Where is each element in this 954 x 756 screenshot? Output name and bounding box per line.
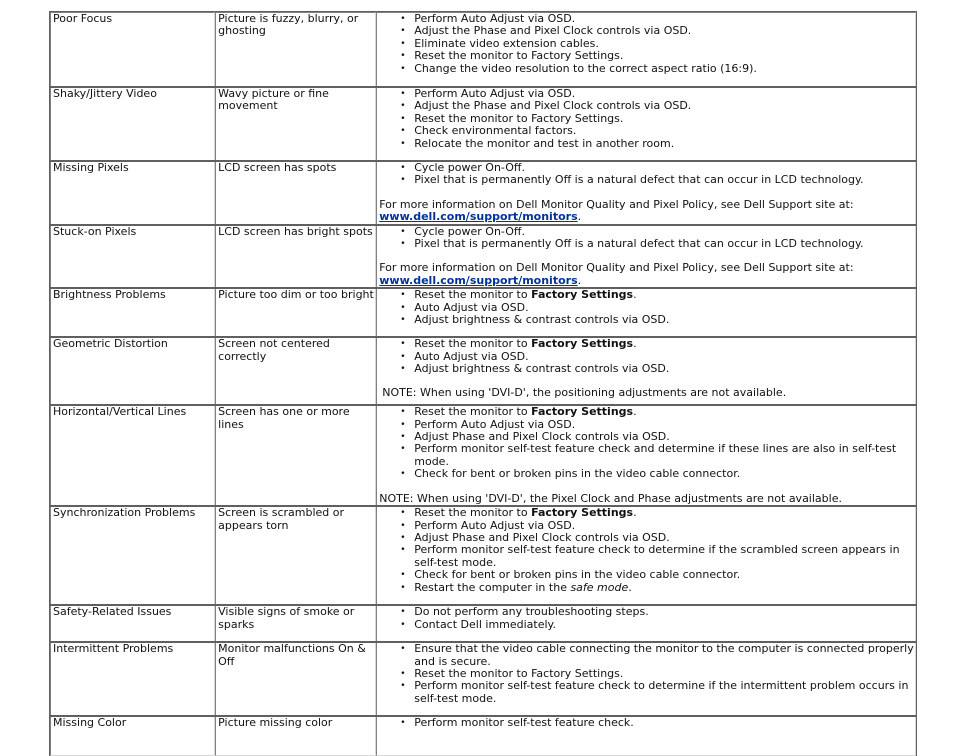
problem-cell: Missing Color [50, 716, 215, 756]
symptom-cell: Picture missing color [215, 716, 376, 756]
solution-list [379, 13, 915, 75]
solution-item: • Check for bent or broken pins in the video cable connector. [414, 468, 915, 480]
solution-list [379, 338, 915, 375]
solution-item: • Ensure that the video cable connecting the monitor to the computer is connected properly and is secure. [414, 643, 915, 668]
solution-item: • Eliminate video extension cables. [414, 38, 915, 50]
solution-item: • Pixel that is permanently Off is a natural defect that can occur in LCD technology. [414, 174, 915, 186]
problem-cell: Geometric Distortion [50, 337, 215, 405]
table-row [50, 288, 916, 337]
table-row [50, 12, 916, 87]
solution-item: • Cycle power On-Off. [414, 226, 915, 238]
solution-item: • Perform Auto Adjust via OSD. [414, 419, 915, 431]
solution-item: • Change the video resolution to the correct aspect ratio (16:9). [414, 63, 915, 75]
solution-list [379, 717, 915, 729]
table-row [50, 161, 916, 225]
symptom-cell: LCD screen has spots [215, 161, 376, 225]
troubleshooting-table [50, 12, 916, 756]
solution-cell [376, 225, 916, 289]
solution-item: • Check for bent or broken pins in the video cable connector. [414, 569, 915, 581]
solution-cell [376, 506, 916, 605]
table-row [50, 605, 916, 642]
solution-item: • Adjust the Phase and Pixel Clock controls via OSD. [414, 100, 915, 112]
symptom-cell: Screen not centered correctly [215, 337, 376, 405]
problem-cell: Synchronization Problems [50, 506, 215, 605]
problem-cell: Brightness Problems [50, 288, 215, 337]
solution-cell [376, 161, 916, 225]
table-row [50, 642, 916, 716]
solution-item: • Reset the monitor to Factory Settings. [414, 338, 915, 350]
solution-item: • Pixel that is permanently Off is a natural defect that can occur in LCD technology. [414, 238, 915, 250]
solution-item: • Perform monitor self-test feature check and determine if these lines are also in self-test mode. [414, 443, 915, 468]
solution-item: • Perform monitor self-test feature check to determine if the scrambled screen appears in self-test mode. [414, 544, 915, 569]
solution-list [379, 289, 915, 326]
solution-item: • Perform Auto Adjust via OSD. [414, 88, 915, 100]
solution-cell [376, 337, 916, 405]
solution-item: • Perform Auto Adjust via OSD. [414, 520, 915, 532]
table-row [50, 506, 916, 605]
solution-item: • Adjust Phase and Pixel Clock controls via OSD. [414, 431, 915, 443]
symptom-cell: LCD screen has bright spots [215, 225, 376, 289]
note-text: NOTE: When using 'DVI-D', the Pixel Clock and Phase adjustments are not available. [379, 491, 842, 505]
solution-item: • Reset the monitor to Factory Settings. [414, 289, 915, 301]
solution-cell [376, 288, 916, 337]
solution-item: • Adjust the Phase and Pixel Clock controls via OSD. [414, 25, 915, 37]
solution-item: • Reset the monitor to Factory Settings. [414, 406, 915, 418]
solution-list [379, 406, 915, 480]
table-row [50, 337, 916, 405]
solution-list [379, 507, 915, 594]
solution-item: • Adjust brightness & contrast controls via OSD. [414, 363, 915, 375]
solution-item: • Perform monitor self-test feature check. [414, 717, 915, 729]
table-row [50, 225, 916, 289]
solution-item: • Auto Adjust via OSD. [414, 302, 915, 314]
solution-item: • Perform Auto Adjust via OSD. [414, 13, 915, 25]
solution-item: • Restart the computer in the safe mode. [414, 582, 915, 594]
symptom-cell: Picture too dim or too bright [215, 288, 376, 337]
dell-support-link[interactable]: www.dell.com/support/monitors [379, 273, 578, 287]
problem-cell: Horizontal/Vertical Lines [50, 405, 215, 506]
solution-item: • Relocate the monitor and test in another room. [414, 138, 915, 150]
solution-item: • Adjust brightness & contrast controls via OSD. [414, 314, 915, 326]
table-row [50, 87, 916, 161]
solution-list [379, 226, 915, 251]
solution-list [379, 88, 915, 150]
solution-item: • Reset the monitor to Factory Settings. [414, 668, 915, 680]
solution-cell [376, 605, 916, 642]
solution-item: • Auto Adjust via OSD. [414, 351, 915, 363]
solution-item: • Perform monitor self-test feature check to determine if the intermittent problem occurs in self-test mode. [414, 680, 915, 705]
solution-item: • Reset the monitor to Factory Settings. [414, 507, 915, 519]
solution-item: • Cycle power On-Off. [414, 162, 915, 174]
dell-support-link[interactable]: www.dell.com/support/monitors [379, 210, 578, 224]
support-note: For more information on Dell Monitor Quality and Pixel Policy, see Dell Support site at: www.dell.com/support/monitors. [379, 197, 854, 224]
support-note: For more information on Dell Monitor Quality and Pixel Policy, see Dell Support site at: www.dell.com/support/monitors. [379, 261, 854, 287]
symptom-cell: Visible signs of smoke or sparks [215, 605, 376, 642]
solution-list [379, 606, 915, 631]
note-text: NOTE: When using 'DVI-D', the positioning adjustments are not available. [382, 386, 787, 400]
symptom-cell: Screen is scrambled or appears torn [215, 506, 376, 605]
solution-cell [376, 405, 916, 506]
solution-item: • Reset the monitor to Factory Settings. [414, 50, 915, 62]
symptom-cell: Wavy picture or fine movement [215, 87, 376, 161]
problem-cell: Poor Focus [50, 12, 215, 87]
solution-item: • Adjust Phase and Pixel Clock controls via OSD. [414, 532, 915, 544]
table-row [50, 716, 916, 756]
solution-cell [376, 716, 916, 756]
symptom-cell: Screen has one or more lines [215, 405, 376, 506]
problem-cell: Shaky/Jittery Video [50, 87, 215, 161]
problem-cell: Safety-Related Issues [50, 605, 215, 642]
solution-item: • Contact Dell immediately. [414, 619, 915, 631]
table-row [50, 405, 916, 506]
problem-cell: Missing Pixels [50, 161, 215, 225]
solution-item: • Reset the monitor to Factory Settings. [414, 113, 915, 125]
solution-cell [376, 87, 916, 161]
solution-list [379, 162, 915, 187]
symptom-cell: Picture is fuzzy, blurry, or ghosting [215, 12, 376, 87]
solution-cell [376, 12, 916, 87]
solution-list [379, 643, 915, 705]
solution-item: • Check environmental factors. [414, 125, 915, 137]
solution-item: • Do not perform any troubleshooting steps. [414, 606, 915, 618]
symptom-cell: Monitor malfunctions On & Off [215, 642, 376, 716]
problem-cell: Stuck-on Pixels [50, 225, 215, 289]
problem-cell: Intermittent Problems [50, 642, 215, 716]
solution-cell [376, 642, 916, 716]
